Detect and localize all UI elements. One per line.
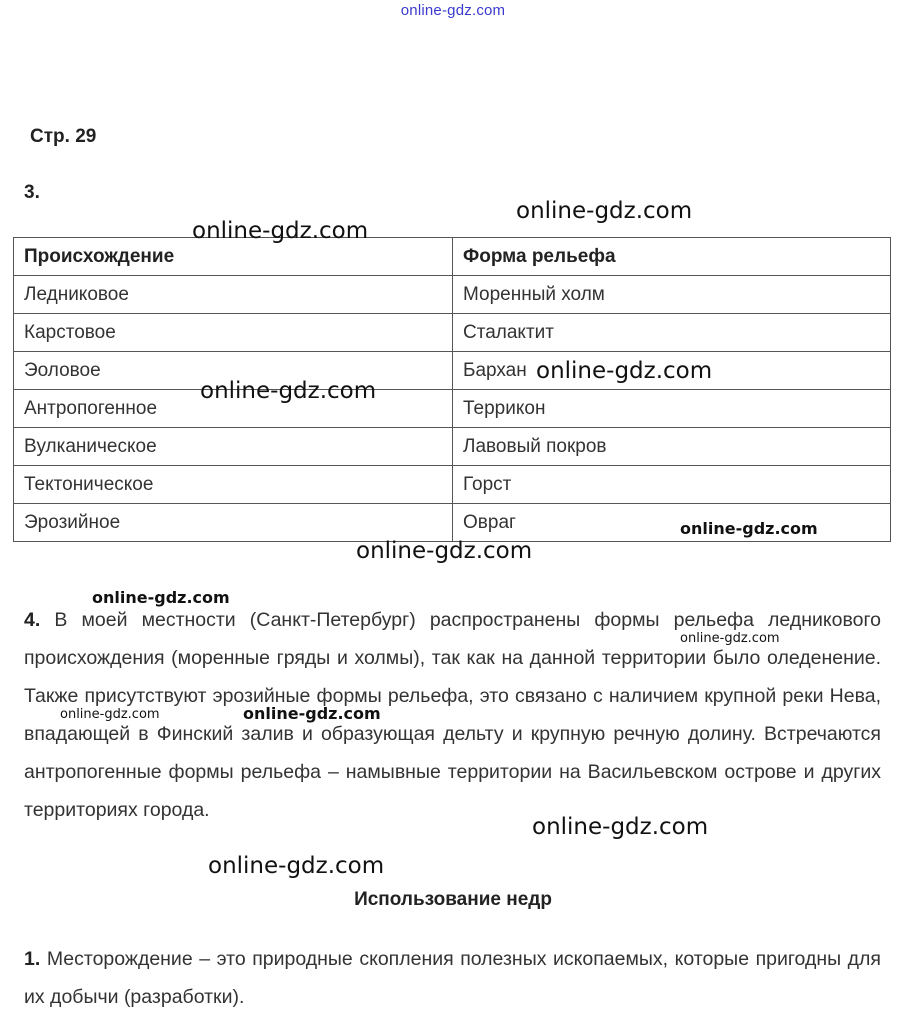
section-heading: Использование недр	[354, 889, 552, 910]
page-label: Стр. 29	[30, 126, 97, 147]
watermark: online-gdz.com	[92, 588, 230, 607]
origin-cell: Эрозийное	[14, 504, 453, 542]
landform-cell: Лавовый покров	[453, 428, 891, 466]
landform-cell: Моренный холм	[453, 276, 891, 314]
origin-cell: Карстовое	[14, 314, 453, 352]
table-row	[14, 352, 891, 390]
landform-cell: Бархан	[453, 352, 891, 390]
watermark: online-gdz.com	[536, 358, 713, 384]
watermark: online-gdz.com	[356, 538, 533, 564]
table-row	[14, 466, 891, 504]
origin-cell: Ледниковое	[14, 276, 453, 314]
watermark: online-gdz.com	[516, 198, 693, 224]
task3-number: 3.	[24, 182, 40, 203]
task1-text: Месторождение – это природные скопления полезных ископаемых, которые пригодны для их добычи (разработки).	[24, 948, 881, 1008]
watermark: online-gdz.com	[680, 631, 780, 646]
table-row	[14, 314, 891, 352]
table-header-row	[14, 238, 891, 276]
watermark: online-gdz.com	[200, 378, 377, 404]
landform-cell: Террикон	[453, 390, 891, 428]
task1-paragraph	[24, 940, 881, 1016]
watermark: online-gdz.com	[532, 814, 709, 840]
relief-table	[13, 237, 891, 542]
origin-cell: Эоловое	[14, 352, 453, 390]
table-row	[14, 276, 891, 314]
watermark: online-gdz.com	[680, 519, 818, 538]
watermark: online-gdz.com	[60, 707, 160, 722]
table-row	[14, 428, 891, 466]
watermark: online-gdz.com	[243, 704, 381, 723]
table-row	[14, 390, 891, 428]
origin-cell: Вулканическое	[14, 428, 453, 466]
landform-cell: Овраг	[453, 504, 891, 542]
watermark: online-gdz.com	[208, 853, 385, 879]
task1-number: 1.	[24, 948, 41, 970]
task4-number: 4.	[24, 609, 41, 631]
column-header-landform: Форма рельефа	[453, 238, 891, 276]
column-header-origin: Происхождение	[14, 238, 453, 276]
top-watermark: online-gdz.com	[400, 2, 506, 19]
landform-cell: Горст	[453, 466, 891, 504]
landform-cell: Сталактит	[453, 314, 891, 352]
task4-text: В моей местности (Санкт-Петербург) распространены формы рельефа ледникового происхождения (моренные гряды и холмы), так как на данной территории было оледенение. Также присутствуют эрозийные формы рельефа, это связано с наличием крупной реки Нева, впадающей в Финский залив и образующая дельту и крупную речную долину. Встречаются антропогенные формы рельефа – намывные территории на Васильевском острове и других территориях города.	[24, 609, 881, 821]
origin-cell: Антропогенное	[14, 390, 453, 428]
watermark: online-gdz.com	[192, 218, 369, 244]
origin-cell: Тектоническое	[14, 466, 453, 504]
